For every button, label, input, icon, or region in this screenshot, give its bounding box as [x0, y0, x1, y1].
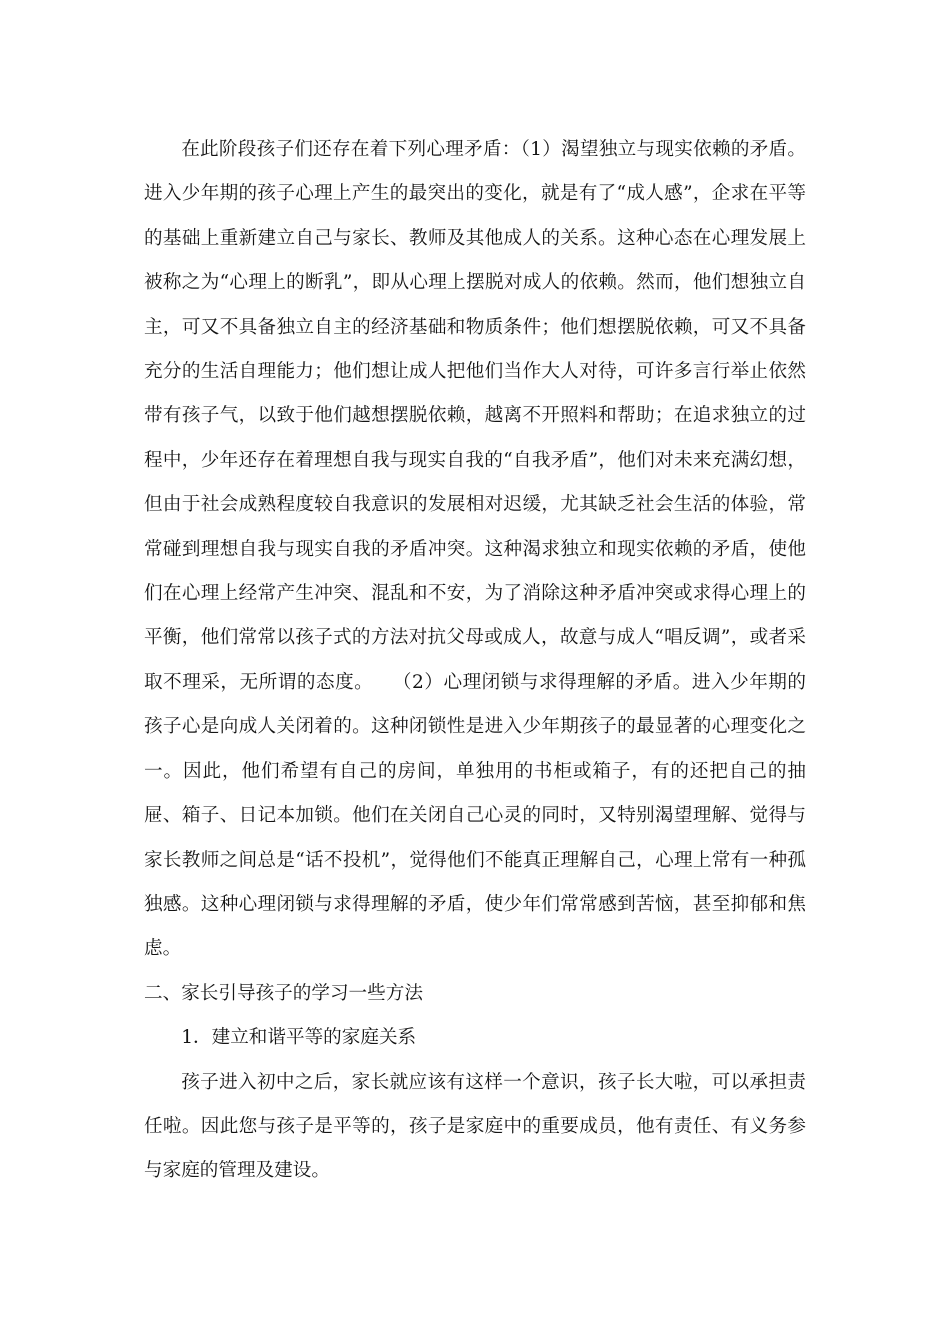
paragraph-equal-relationship: 孩子进入初中之后，家长就应该有这样一个意识，孩子长大啦，可以承担责任啦。因此您与孩子是平等的，孩子是家庭中的重要成员，他有责任、有义务参与家庭的管理及建设。	[144, 1071, 806, 1182]
document-body	[144, 128, 806, 1194]
section-heading-methods: 二、家长引导孩子的学习一些方法	[144, 982, 423, 1004]
paragraph-psychological-contradictions: 在此阶段孩子们还存在着下列心理矛盾：（1）渴望独立与现实依赖的矛盾。进入少年期的孩子心理上产生的最突出的变化，就是有了“成人感”，企求在平等的基础上重新建立自己与家长、教师及其他成人的关系。这种心态在心理发展上被称之为“心理上的断乳”，即从心理上摆脱对成人的依赖。然而，他们想独立自主，可又不具备独立自主的经济基础和物质条件；他们想摆脱依赖，可又不具备充分的生活自理能力；他们想让成人把他们当作大人对待，可许多言行举止依然带有孩子气，以致于他们越想摆脱依赖，越离不开照料和帮助；在追求独立的过程中，少年还存在着理想自我与现实自我的“自我矛盾”，他们对未来充满幻想，但由于社会成熟程度较自我意识的发展相对迟缓，尤其缺乏社会生活的体验，常常碰到理想自我与现实自我的矛盾冲突。这种渴求独立和现实依赖的矛盾，使他们在心理上经常产生冲突、混乱和不安，为了消除这种矛盾冲突或求得心理上的平衡，他们常常以孩子式的方法对抗父母或成人，故意与成人“唱反调”，或者采取不理采，无所谓的态度。 （2）心理闭锁与求得理解的矛盾。进入少年期的孩子心是向成人关闭着的。这种闭锁性是进入少年期孩子的最显著的心理变化之一。因此，他们希望有自己的房间，单独用的书柜或箱子，有的还把自己的抽屉、箱子、日记本加锁。他们在关闭自己心灵的同时，又特别渴望理解、觉得与家长教师之间总是“话不投机”，觉得他们不能真正理解自己，心理上常有一种孤独感。这种心理闭锁与求得理解的矛盾，使少年们常常感到苦恼，甚至抑郁和焦虑。	[144, 139, 806, 960]
subheading-family-relations: 1．建立和谐平等的家庭关系	[181, 1027, 417, 1049]
